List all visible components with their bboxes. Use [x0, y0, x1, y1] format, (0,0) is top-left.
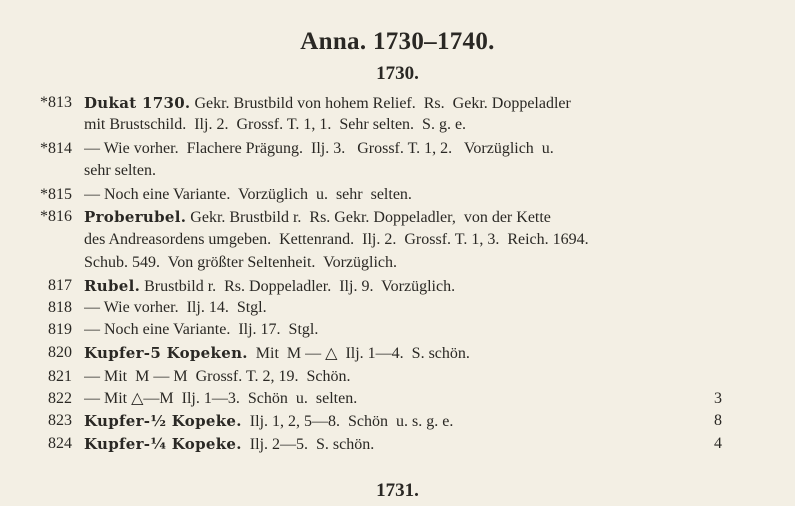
catalog-entry-820 [0, 342, 795, 364]
entry-heading: Rubel. [84, 277, 141, 295]
section-heading-1730: 1730. [376, 63, 419, 84]
entry-description: Ilj. 2—5. S. schön. [241, 436, 375, 453]
entry-price: 4 [714, 435, 722, 452]
entry-description: Gekr. Brustbild von hohem Relief. Rs. Gekr. Doppeladler [190, 95, 571, 112]
entry-description: — Noch eine Variante. Ilj. 17. Stgl. [84, 321, 319, 338]
entry-number: 821 [48, 368, 72, 385]
catalog-entry-814 [0, 138, 795, 160]
entry-heading: Dukat 1730. [84, 94, 191, 112]
catalog-entry-824 [0, 433, 795, 455]
catalog-entry-816 [0, 206, 795, 228]
entry-text [84, 433, 724, 456]
catalog-entry-818 [0, 297, 795, 319]
entry-price: 3 [714, 390, 722, 407]
entry-number: 822 [48, 390, 72, 407]
entry-number: *814 [40, 140, 72, 157]
entry-continuation: sehr selten. [84, 162, 156, 179]
entry-description: Mit M — △ Ilj. 1—4. S. schön. [247, 345, 470, 362]
entry-text [84, 206, 724, 229]
entry-description: — Wie vorher. Ilj. 14. Stgl. [84, 299, 267, 316]
entry-description: — Noch eine Variante. Vorzüglich u. sehr selten. [84, 186, 412, 203]
entry-description: — Wie vorher. Flachere Prägung. Ilj. 3. Grossf. T. 1, 2. Vorzüglich u. [84, 140, 554, 157]
catalog-entry-815 [0, 184, 795, 206]
entry-heading: Proberubel. [84, 208, 187, 226]
entry-heading: Kupfer-5 Kopeken. [84, 344, 248, 362]
entry-number: 817 [48, 277, 72, 294]
entry-description: — Mit M — M Grossf. T. 2, 19. Schön. [84, 368, 351, 385]
section-heading-1731: 1731. [376, 480, 419, 501]
catalog-entry-821 [0, 366, 795, 388]
entry-heading: Kupfer-¼ Kopeke. [84, 435, 242, 453]
entry-text [84, 410, 724, 433]
entry-number: 819 [48, 321, 72, 338]
entry-number: 824 [48, 435, 72, 452]
catalog-entry-813 [0, 92, 795, 114]
entry-number: 820 [48, 344, 72, 361]
catalog-entry-823 [0, 410, 795, 432]
entry-text [84, 92, 724, 115]
entry-description: Brustbild r. Rs. Doppeladler. Ilj. 9. Vorzüglich. [140, 278, 456, 295]
entry-number: *816 [40, 208, 72, 225]
entry-continuation: des Andreasordens umgeben. Kettenrand. Ilj. 2. Grossf. T. 1, 3. Reich. 1694. [84, 231, 589, 248]
catalog-entry-822 [0, 388, 795, 410]
entry-number: *815 [40, 186, 72, 203]
entry-price: 8 [714, 412, 722, 429]
entry-text [84, 342, 724, 365]
entry-description: Ilj. 1, 2, 5—8. Schön u. s. g. e. [241, 413, 454, 430]
catalog-entry-817 [0, 275, 795, 297]
entry-heading: Kupfer-½ Kopeke. [84, 412, 242, 430]
entry-text [84, 275, 724, 298]
entry-continuation: mit Brustschild. Ilj. 2. Grossf. T. 1, 1. Sehr selten. S. g. e. [84, 116, 467, 133]
entry-description: — Mit △—M Ilj. 1—3. Schön u. selten. [84, 390, 358, 407]
page-title: Anna. 1730–1740. [300, 28, 495, 55]
entry-continuation: Schub. 549. Von größter Seltenheit. Vorzüglich. [84, 254, 398, 271]
entry-description: Gekr. Brustbild r. Rs. Gekr. Doppeladler, von der Kette [186, 209, 551, 226]
entry-number: 818 [48, 299, 72, 316]
entry-number: 823 [48, 412, 72, 429]
catalog-entry-819 [0, 319, 795, 341]
entry-number: *813 [40, 94, 72, 111]
